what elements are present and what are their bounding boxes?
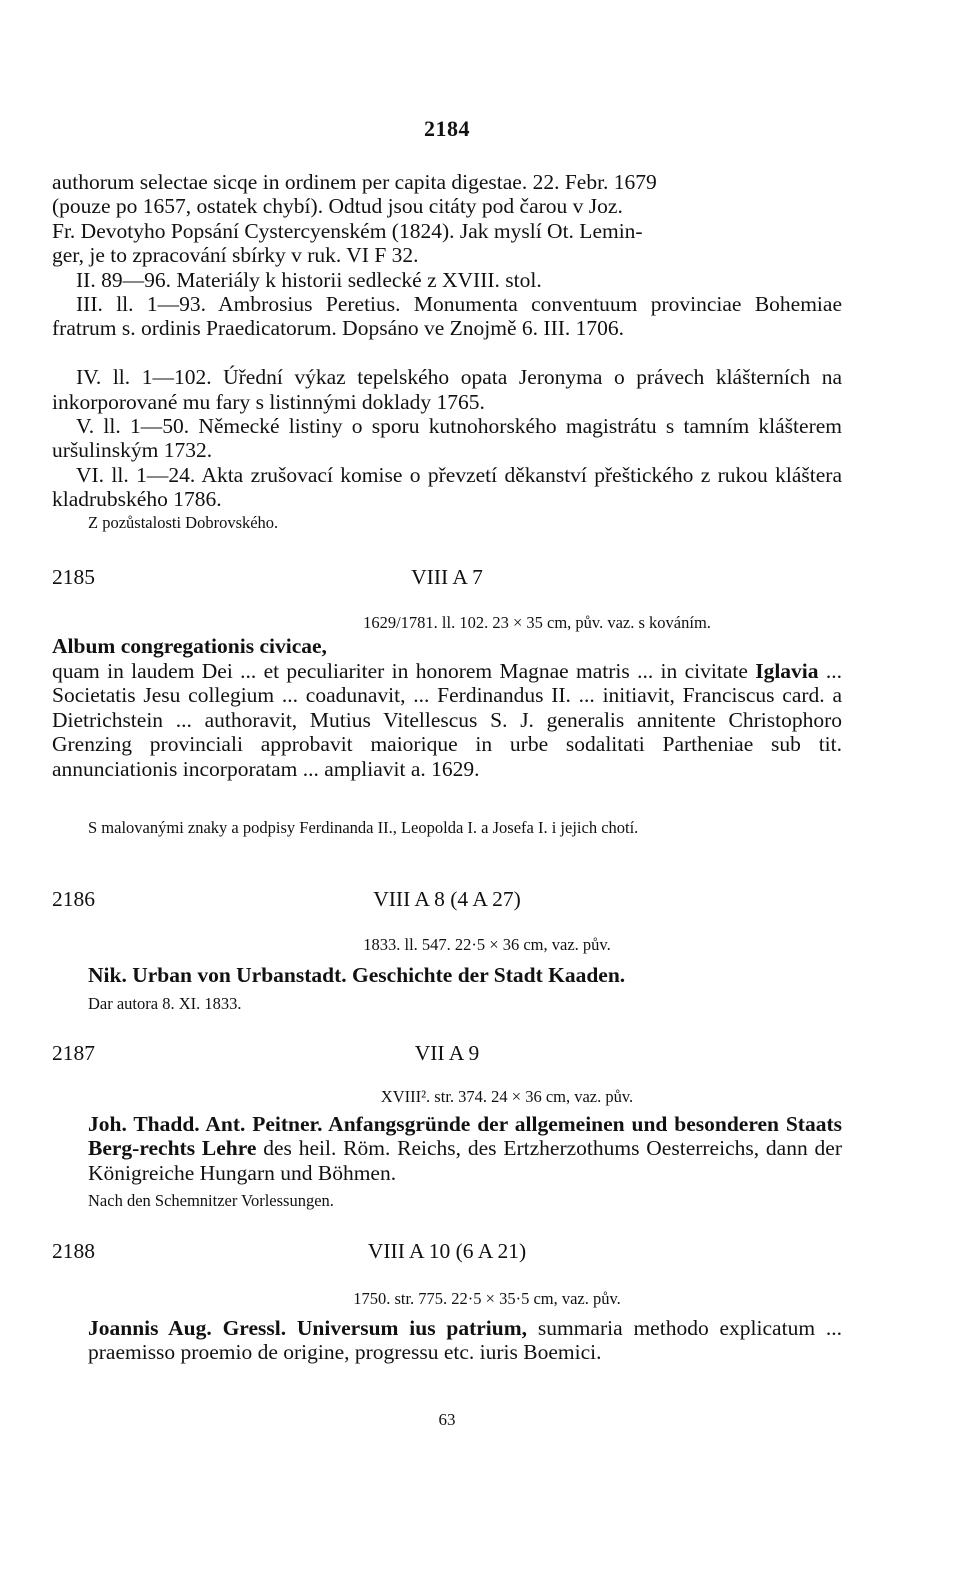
entry-2185-title-bold: Album congregationis civicae, (52, 634, 327, 658)
entry-2188-title-bold: Joannis Aug. Gressl. Universum ius patrium, (88, 1316, 528, 1340)
page-number-header: 2184 (424, 116, 470, 141)
entry-2186-note: Dar autora 8. XI. 1833. (88, 994, 242, 1013)
entry-2188-number: 2188 (52, 1239, 95, 1263)
entry-2187-signature: VII A 9 (414, 1041, 480, 1065)
entry-2184-intro-line-3: Fr. Devotyho Popsání Cystercyenském (1824). Jak myslí Ot. Lemin- (52, 218, 643, 243)
entry-2187-physical-description: XVIII². str. 374. 24 × 36 cm, vaz. pův. (380, 1087, 634, 1106)
entry-2184-intro-line-4: ger, je to zpracování sbírky v ruk. VI F 32. (52, 243, 419, 268)
entry-2186-title (88, 963, 842, 987)
entry-2184-part-6: VI. ll. 1—24. Akta zrušovací komise o převzetí děkanství přeštického z rukou kláštera kladrubského 1786. (52, 462, 842, 512)
entry-2185-title (52, 634, 842, 658)
entry-2184-part-5: V. ll. 1—50. Německé listiny o sporu kutnohorského magistrátu s tamním klášterem uršulinským 1732. (52, 414, 842, 463)
entry-2185-place: Iglavia (755, 659, 819, 683)
entry-2184-part-3: III. ll. 1—93. Ambrosius Peretius. Monumenta conventuum provinciae Bohemiae fratrum s. ordinis Praedicatorum. Dopsáno ve Znojmě 6. III. 1706. (52, 292, 842, 341)
entry-2187-note: Nach den Schemnitzer Vorlessungen. (88, 1191, 334, 1210)
entry-2184-intro-line-1: authorum selectae sicqe in ordinem per capita digestae. 22. Febr. 1679 (52, 170, 657, 194)
entry-2184-note: Z pozůstalosti Dobrovského. (88, 513, 279, 532)
folio-number: 63 (438, 1410, 456, 1429)
entry-2188-title (88, 1316, 842, 1365)
entry-2185-title-body (52, 659, 842, 781)
entry-2185-signature: VIII A 7 (411, 565, 483, 589)
entry-2187-number: 2187 (52, 1041, 95, 1065)
entry-2188-signature: VIII A 10 (6 A 21) (367, 1239, 527, 1263)
entry-2188-physical-description: 1750. str. 775. 22·5 × 35·5 cm, vaz. pův. (353, 1289, 621, 1308)
entry-2187-title-rest: des heil. Röm. Reichs, des Ertzherzothums Oesterreichs, dann der Königreiche Hungarn und Böhmen. (88, 1136, 842, 1185)
entry-2184-intro-line-2: (pouze po 1657, ostatek chybí). Odtud jsou citáty pod čarou v Joz. (52, 194, 623, 219)
entry-2187-title (88, 1112, 842, 1185)
entry-2186-number: 2186 (52, 887, 95, 911)
entry-2185-physical-description: 1629/1781. ll. 102. 23 × 35 cm, pův. vaz. s kováním. (363, 613, 711, 632)
entry-2187-title-bold: Joh. Thadd. Ant. Peitner. Anfangsgründe der allgemeinen und besonderen Staats Berg-rechts Lehre (88, 1112, 842, 1161)
catalog-page (52, 0, 842, 1577)
entry-2186-physical-description: 1833. ll. 547. 22·5 × 36 cm, vaz. pův. (363, 935, 611, 954)
entry-2186-title-bold: Nik. Urban von Urbanstadt. Geschichte der Stadt Kaaden. (88, 963, 626, 987)
entry-2185-number: 2185 (52, 565, 95, 589)
entry-2185-note: S malovanými znaky a podpisy Ferdinanda II., Leopolda I. a Josefa I. i jejich chotí. (88, 818, 639, 837)
entry-2184-part-2: II. 89—96. Materiály k historii sedlecké z XVIII. stol. (76, 267, 542, 292)
entry-2184-part-4: IV. ll. 1—102. Úřední výkaz tepelského opata Jeronyma o právech klášterních na inkorporované mu fary s listinnými doklady 1765. (52, 365, 842, 414)
entry-2186-signature: VIII A 8 (4 A 27) (373, 887, 521, 911)
entry-2188-title-rest: summaria methodo explicatum ... praemisso proemio de origine, progressu etc. iuris Boemici. (88, 1316, 842, 1365)
entry-2185-title-rest-2: ... Societatis Jesu collegium ... coadunavit, ... Ferdinandus II. ... initiavit, Franciscus card. a Dietrichstein ... authoravit, Mutius Vitellescus S. J. generalis annitente Christophoro Grenzing provinciali approbavit maiorique in urbe sodalitati Partheniae sub tit. annunciationis incorporatam ... ampliavit a. 1629. (52, 659, 843, 781)
entry-2185-title-rest: quam in laudem Dei ... et peculiariter in honorem Magnae matris ... in civitate (52, 659, 756, 683)
